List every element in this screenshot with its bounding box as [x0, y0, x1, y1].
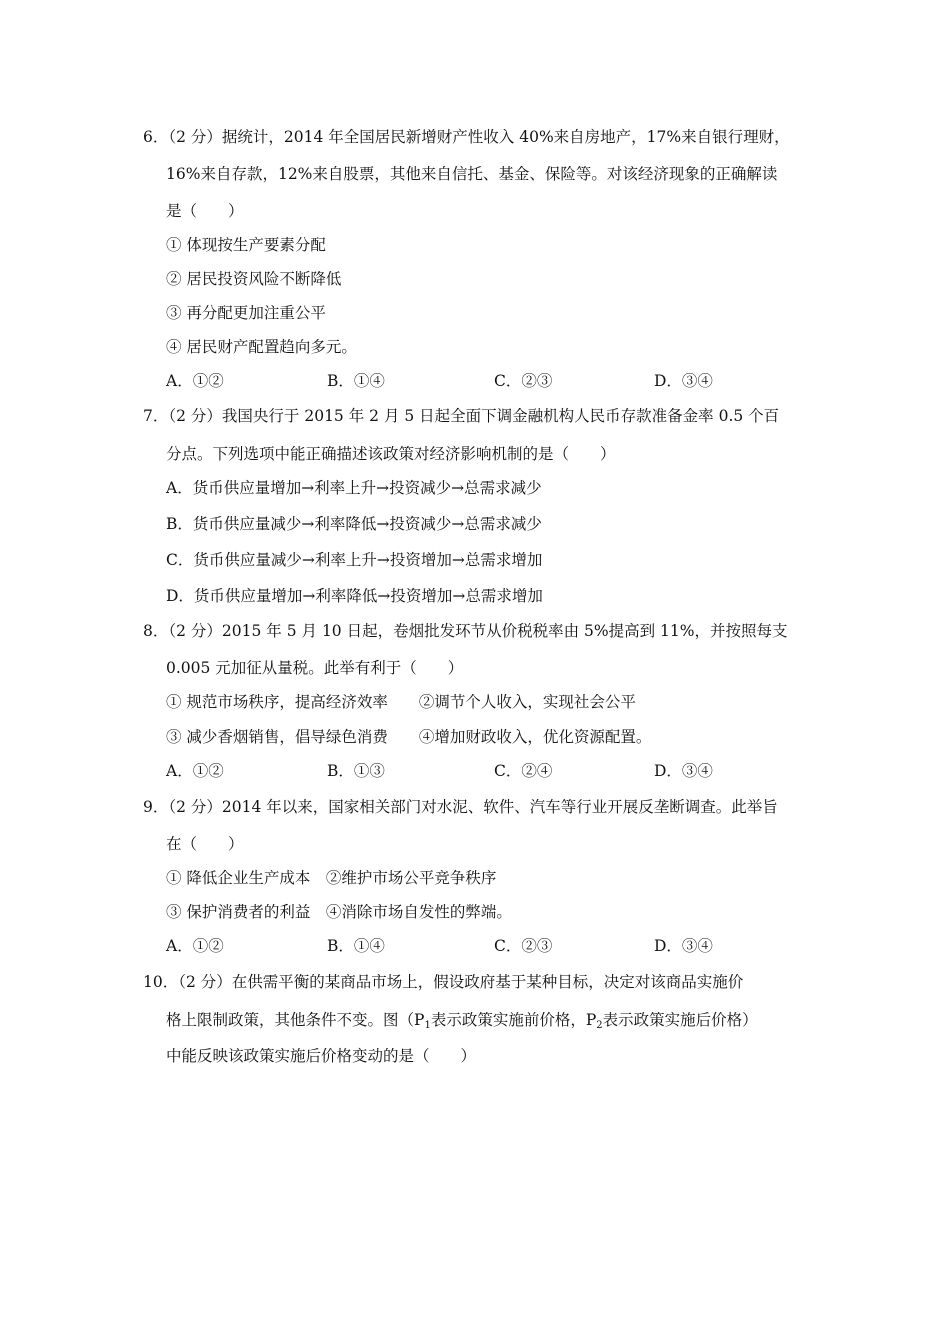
statement: ③ 保护消费者的利益 ④消除市场自发性的弊端。 — [166, 903, 512, 921]
question-stem: 据统计，2014 年全国居民新增财产性收入 40%来自房地产，17%来自银行理财， — [221, 128, 790, 146]
question-stem: 2015 年 5 月 10 日起，卷烟批发环节从价税税率由 5%提高到 11%，并按照每支 — [221, 622, 788, 640]
option-b[interactable]: B．货币供应量减少→利率降低→投资减少→总需求减少 — [166, 515, 542, 533]
option-c[interactable]: C．②④ — [494, 762, 553, 780]
option-c[interactable]: C．②③ — [494, 937, 553, 955]
option-d[interactable]: D．货币供应量增加→利率降低→投资增加→总需求增加 — [166, 587, 543, 605]
question-8-line-1 — [143, 621, 788, 641]
option-b[interactable]: B．①③ — [327, 762, 385, 780]
statement: ③ 减少香烟销售，倡导绿色消费 ④增加财政收入，优化资源配置。 — [166, 728, 652, 746]
option-a[interactable]: A．①② — [166, 762, 224, 780]
option-d[interactable]: D．③④ — [654, 937, 713, 955]
statement: ① 规范市场秩序，提高经济效率 ②调节个人收入，实现社会公平 — [166, 693, 636, 711]
statement: ④ 居民财产配置趋向多元。 — [166, 338, 357, 356]
question-stem: 在供需平衡的某商品市场上，假设政府基于某种目标，决定对该商品实施价 — [231, 973, 744, 991]
question-stem: 在（ ） — [166, 835, 244, 853]
question-stem-line-2 — [166, 1010, 758, 1036]
question-score: （2 分） — [168, 798, 222, 816]
option-c[interactable]: C．②③ — [494, 372, 553, 390]
question-score: （2 分） — [168, 407, 222, 425]
question-10-line-1 — [143, 972, 743, 992]
question-number: 8． — [143, 622, 169, 640]
question-number: 6． — [143, 128, 169, 146]
question-score: （2 分） — [168, 128, 222, 146]
option-c[interactable]: C．货币供应量减少→利率上升→投资增加→总需求增加 — [166, 551, 543, 569]
question-score: （2 分） — [168, 622, 222, 640]
statement: ① 体现按生产要素分配 — [166, 236, 326, 254]
statement: ② 居民投资风险不断降低 — [166, 270, 342, 288]
option-b[interactable]: B．①④ — [327, 937, 385, 955]
question-number: 9． — [143, 798, 169, 816]
option-a[interactable]: A．①② — [166, 372, 224, 390]
question-number: 10． — [143, 973, 179, 991]
question-stem: 分点。下列选项中能正确描述该政策对经济影响机制的是（ ） — [166, 445, 616, 463]
option-d[interactable]: D．③④ — [654, 762, 713, 780]
option-b[interactable]: B．①④ — [327, 372, 385, 390]
question-stem: 是（ ） — [166, 202, 244, 220]
question-stem: 格上限制政策，其他条件不变。图（P — [166, 1011, 425, 1029]
statement: ③ 再分配更加注重公平 — [166, 304, 326, 322]
subscript: 2 — [596, 1020, 603, 1031]
question-stem: 16%来自存款，12%来自股票，其他来自信托、基金、保险等。对该经济现象的正确解读 — [166, 165, 778, 183]
statement: ① 降低企业生产成本 ②维护市场公平竞争秩序 — [166, 869, 497, 887]
question-stem: 0.005 元加征从量税。此举有利于（ ） — [166, 659, 464, 677]
option-a[interactable]: A．①② — [166, 937, 224, 955]
subscript: 1 — [424, 1020, 431, 1031]
option-d[interactable]: D．③④ — [654, 372, 713, 390]
question-stem: 我国央行于 2015 年 2 月 5 日起全面下调金融机构人民币存款准备金率 0.5 个百 — [221, 407, 780, 425]
question-9-line-1 — [143, 797, 778, 817]
question-stem: 表示政策实施后价格） — [602, 1011, 758, 1029]
question-6-line-1 — [143, 127, 790, 147]
question-number: 7． — [143, 407, 169, 425]
option-a[interactable]: A．货币供应量增加→利率上升→投资减少→总需求减少 — [166, 479, 542, 497]
question-7-line-1 — [143, 406, 779, 426]
question-stem: 2014 年以来，国家相关部门对水泥、软件、汽车等行业开展反垄断调查。此举旨 — [221, 798, 778, 816]
question-stem: 表示政策实施前价格，P — [430, 1011, 597, 1029]
question-score: （2 分） — [178, 973, 232, 991]
question-stem: 中能反映该政策实施后价格变动的是（ ） — [166, 1047, 477, 1065]
